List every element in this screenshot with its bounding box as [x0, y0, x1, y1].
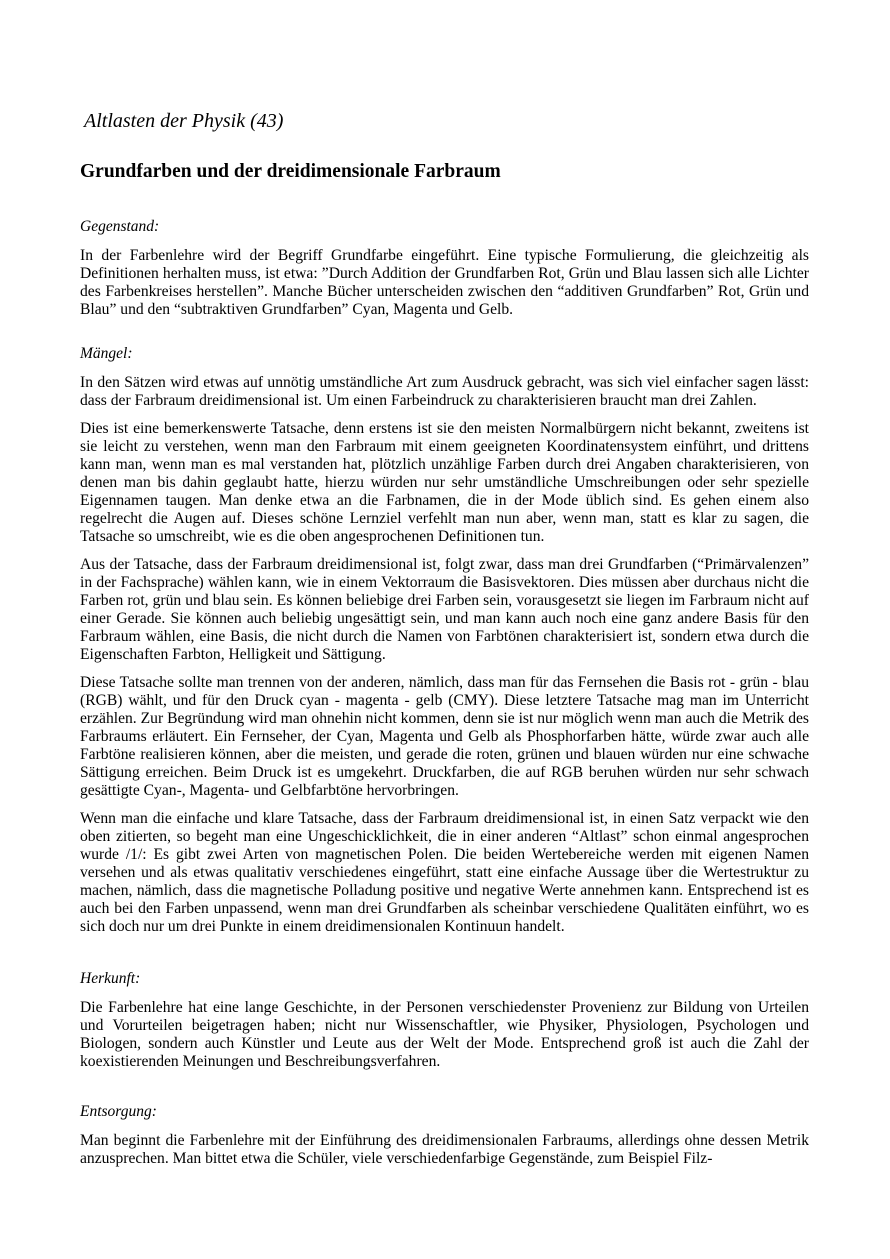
series-title: Altlasten der Physik (43) — [84, 110, 284, 132]
paragraph: Die Farbenlehre hat eine lange Geschichte, in der Personen verschiedenster Provenienz zur Bildung von Urteilen und Vorurteilen beigetragen haben; nicht nur Wissenschaftler, wie Physiker, Physiologen, Psychologen und Biologen, sondern auch Künstler und Leute aus der Welt der Mode. Entsprechend groß ist auch die Zahl der koexistierenden Meinungen und Beschreibungsverfahren. — [80, 999, 809, 1070]
paragraph: In den Sätzen wird etwas auf unnötig umständliche Art zum Ausdruck gebracht, was sich viel einfacher sagen lässt: dass der Farbraum dreidimensional ist. Um einen Farbeindruck zu charakterisieren braucht man drei Zahlen. — [80, 374, 809, 409]
section-maengel — [80, 345, 809, 936]
paragraph: Wenn man die einfache und klare Tatsache, dass der Farbraum dreidimensional ist, in einen Satz verpackt wie den oben zitierten, so begeht man eine Ungeschicklichkeit, die in einer anderen “Altlast” schon einmal angesprochen wurde /1/: Es gibt zwei Arten von magnetischen Polen. Die beiden Wertebereiche werden mit eigenen Namen versehen und als etwas qualitativ verschiedenes eingeführt, statt eine einfache Aussage über die Wertestruktur zu machen, nämlich, dass die magnetische Polladung positive und negative Werte annehmen kann. Entsprechend ist es auch bei den Farben unpassend, wenn man drei Grundfarben als scheinbar verschiedene Qualitäten einführt, wo es sich doch nur um drei Punkte in einem dreidimensionalen Kontinuun handelt. — [80, 810, 809, 935]
paragraph: Dies ist eine bemerkenswerte Tatsache, denn erstens ist sie den meisten Normalbürgern nicht bekannt, zweitens ist sie leicht zu verstehen, wenn man den Farbraum mit einem geeigneten Koordinatensystem einführt, und drittens kann man, wenn man es mal verstanden hat, plötzlich unzählige Farben durch drei Angaben charakterisieren, von denen man bis dahin geglaubt hatte, hierzu würden nur sehr umständliche Umschreibungen oder sehr spezielle Eigennamen taugen. Man denke etwa an die Farbnamen, die in der Mode üblich sind. Es gehen einem also regelrecht die Augen auf. Dieses schöne Lernziel verfehlt man nun aber, wenn man, statt es klar zu sagen, die Tatsache so umschreibt, wie es die oben angesprochenen Definitionen tun. — [80, 420, 809, 545]
paragraph: Man beginnt die Farbenlehre mit der Einführung des dreidimensionalen Farbraums, allerdings ohne dessen Metrik anzusprechen. Man bittet etwa die Schüler, viele verschiedenfarbige Gegenstände, zum Beispiel Filz- — [80, 1132, 809, 1167]
section-heading: Herkunft: — [80, 970, 141, 987]
section-heading: Mängel: — [80, 345, 133, 362]
paragraph: Diese Tatsache sollte man trennen von der anderen, nämlich, dass man für das Fernsehen die Basis rot - grün - blau (RGB) wählt, und für den Druck cyan - magenta - gelb (CMY). Diese letztere Tatsache mag man im Unterricht erzählen. Zur Begründung wird man ohnehin nicht kommen, denn sie ist nur möglich wenn man auch die Metrik des Farbraums erläutert. Ein Fernseher, der Cyan, Magenta und Gelb als Phosphorfarben hätte, würde zwar auch alle Farbtöne realisieren können, aber die meisten, und gerade die roten, grünen und blauen würden nur eine schwache Sättigung erreichen. Beim Druck ist es umgekehrt. Druckfarben, die auf RGB beruhen würden nur sehr schwach gesättigte Cyan-, Magenta- und Gelbfarbtöne hervorbringen. — [80, 674, 809, 799]
section-heading: Gegenstand: — [80, 218, 160, 235]
paragraph: Aus der Tatsache, dass der Farbraum dreidimensional ist, folgt zwar, dass man drei Grundfarben (“Primärvalenzen” in der Fachsprache) wählen kann, wie in einem Vektorraum die Basisvektoren. Dies müssen aber durchaus nicht die Farben rot, grün und blau sein. Es können beliebige drei Farben sein, vorausgesetzt sie liegen im Farbraum nicht auf einer Gerade. Sie können auch beliebig ungesättigt sein, und man kann auch noch eine ganz andere Basis für den Farbraum wählen, eine Basis, die nicht durch die Namen von Farbtönen charakterisiert ist, sondern etwa durch die Eigenschaften Farbton, Helligkeit und Sättigung. — [80, 556, 809, 663]
section-herkunft — [80, 970, 809, 1071]
section-gegenstand — [80, 218, 809, 319]
paragraph: In der Farbenlehre wird der Begriff Grundfarbe eingeführt. Eine typische Formulierung, die gleichzeitig als Definitionen herhalten muss, ist etwa: ”Durch Addition der Grundfarben Rot, Grün und Blau lassen sich alle Lichter des Farbenkreises herstellen”. Manche Bücher unterscheiden zwischen den “additiven Grundfarben” Rot, Grün und Blau” und den “subtraktiven Grundfarben” Cyan, Magenta und Gelb. — [80, 247, 809, 318]
article-title: Grundfarben und der dreidimensionale Farbraum — [80, 161, 501, 182]
section-entsorgung — [80, 1103, 809, 1168]
section-heading: Entsorgung: — [80, 1103, 157, 1120]
